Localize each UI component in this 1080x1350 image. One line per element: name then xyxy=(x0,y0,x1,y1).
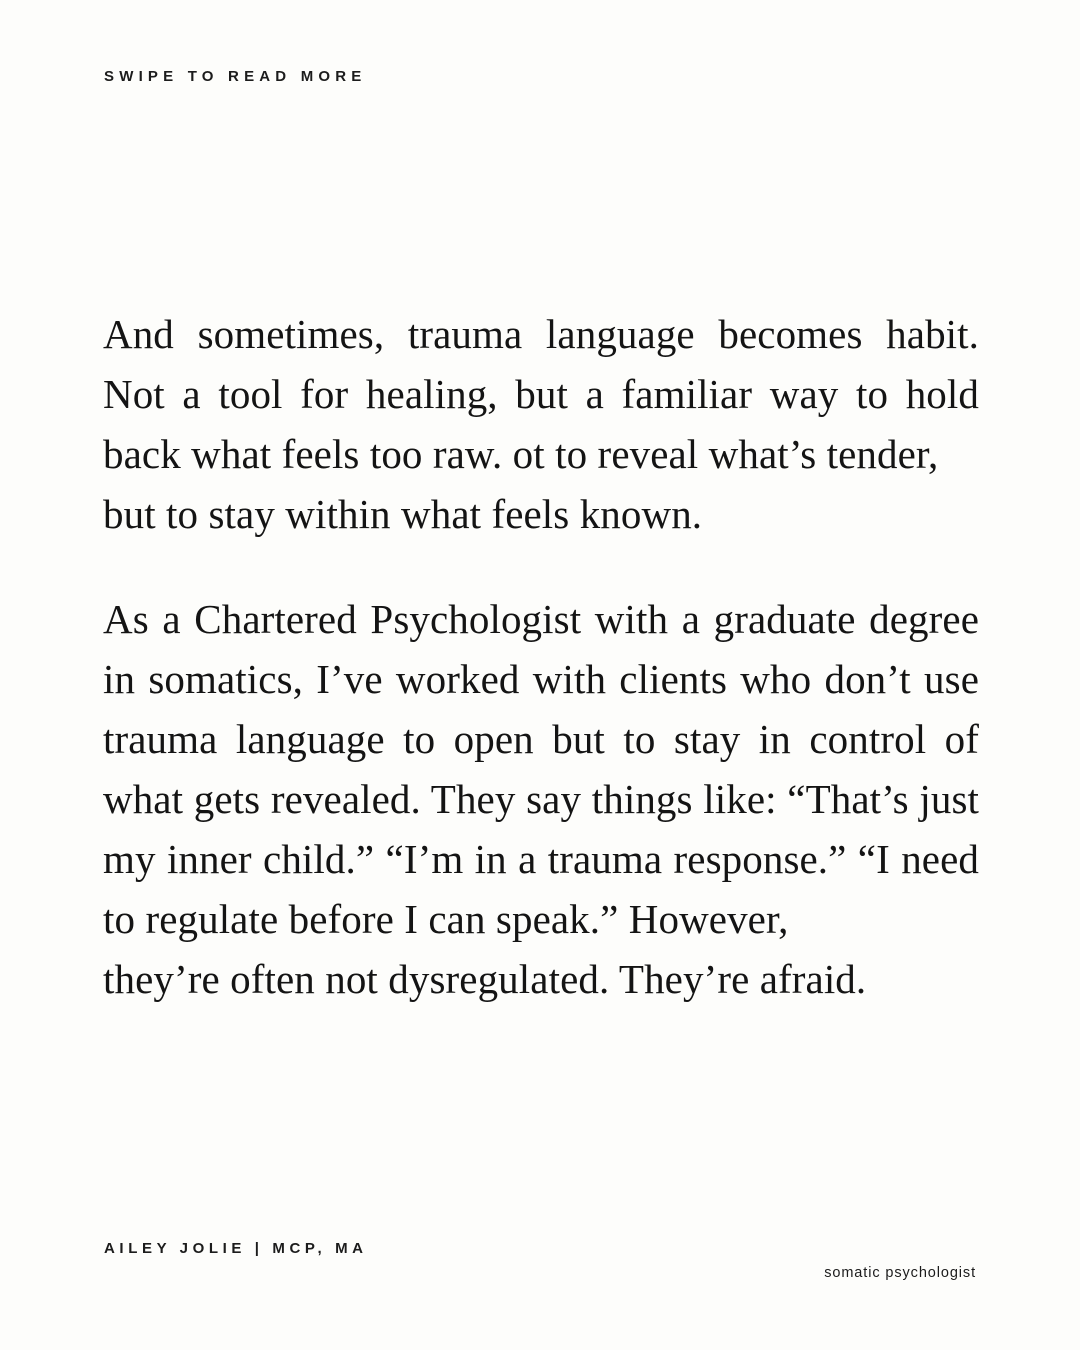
body-text xyxy=(103,305,979,1009)
paragraph-1 xyxy=(103,305,979,544)
author-credit: AILEY JOLIE | MCP, MA xyxy=(104,1240,368,1257)
paragraph-1-last-line: but to stay within what feels known. xyxy=(103,490,703,537)
paragraph-2-text: As a Chartered Psychologist with a graduate degree in somatics, I’ve worked with clients who don’t use trauma language to open but to stay in control of what gets revealed. They say things like: “That’s just my inner child.” “I’m in a trauma response.” “I need to regulate before I can speak.” However, xyxy=(103,596,979,942)
paragraph-2 xyxy=(103,590,979,1009)
paragraph-2-last-line: they’re often not dysregulated. They’re afraid. xyxy=(103,955,867,1002)
paragraph-1-text: And sometimes, trauma language becomes habit. Not a tool for healing, but a familiar way to hold back what feels too raw. ot to reveal what’s tender, xyxy=(103,311,979,477)
author-role: somatic psychologist xyxy=(824,1265,976,1281)
swipe-prompt: SWIPE TO READ MORE xyxy=(104,68,367,85)
